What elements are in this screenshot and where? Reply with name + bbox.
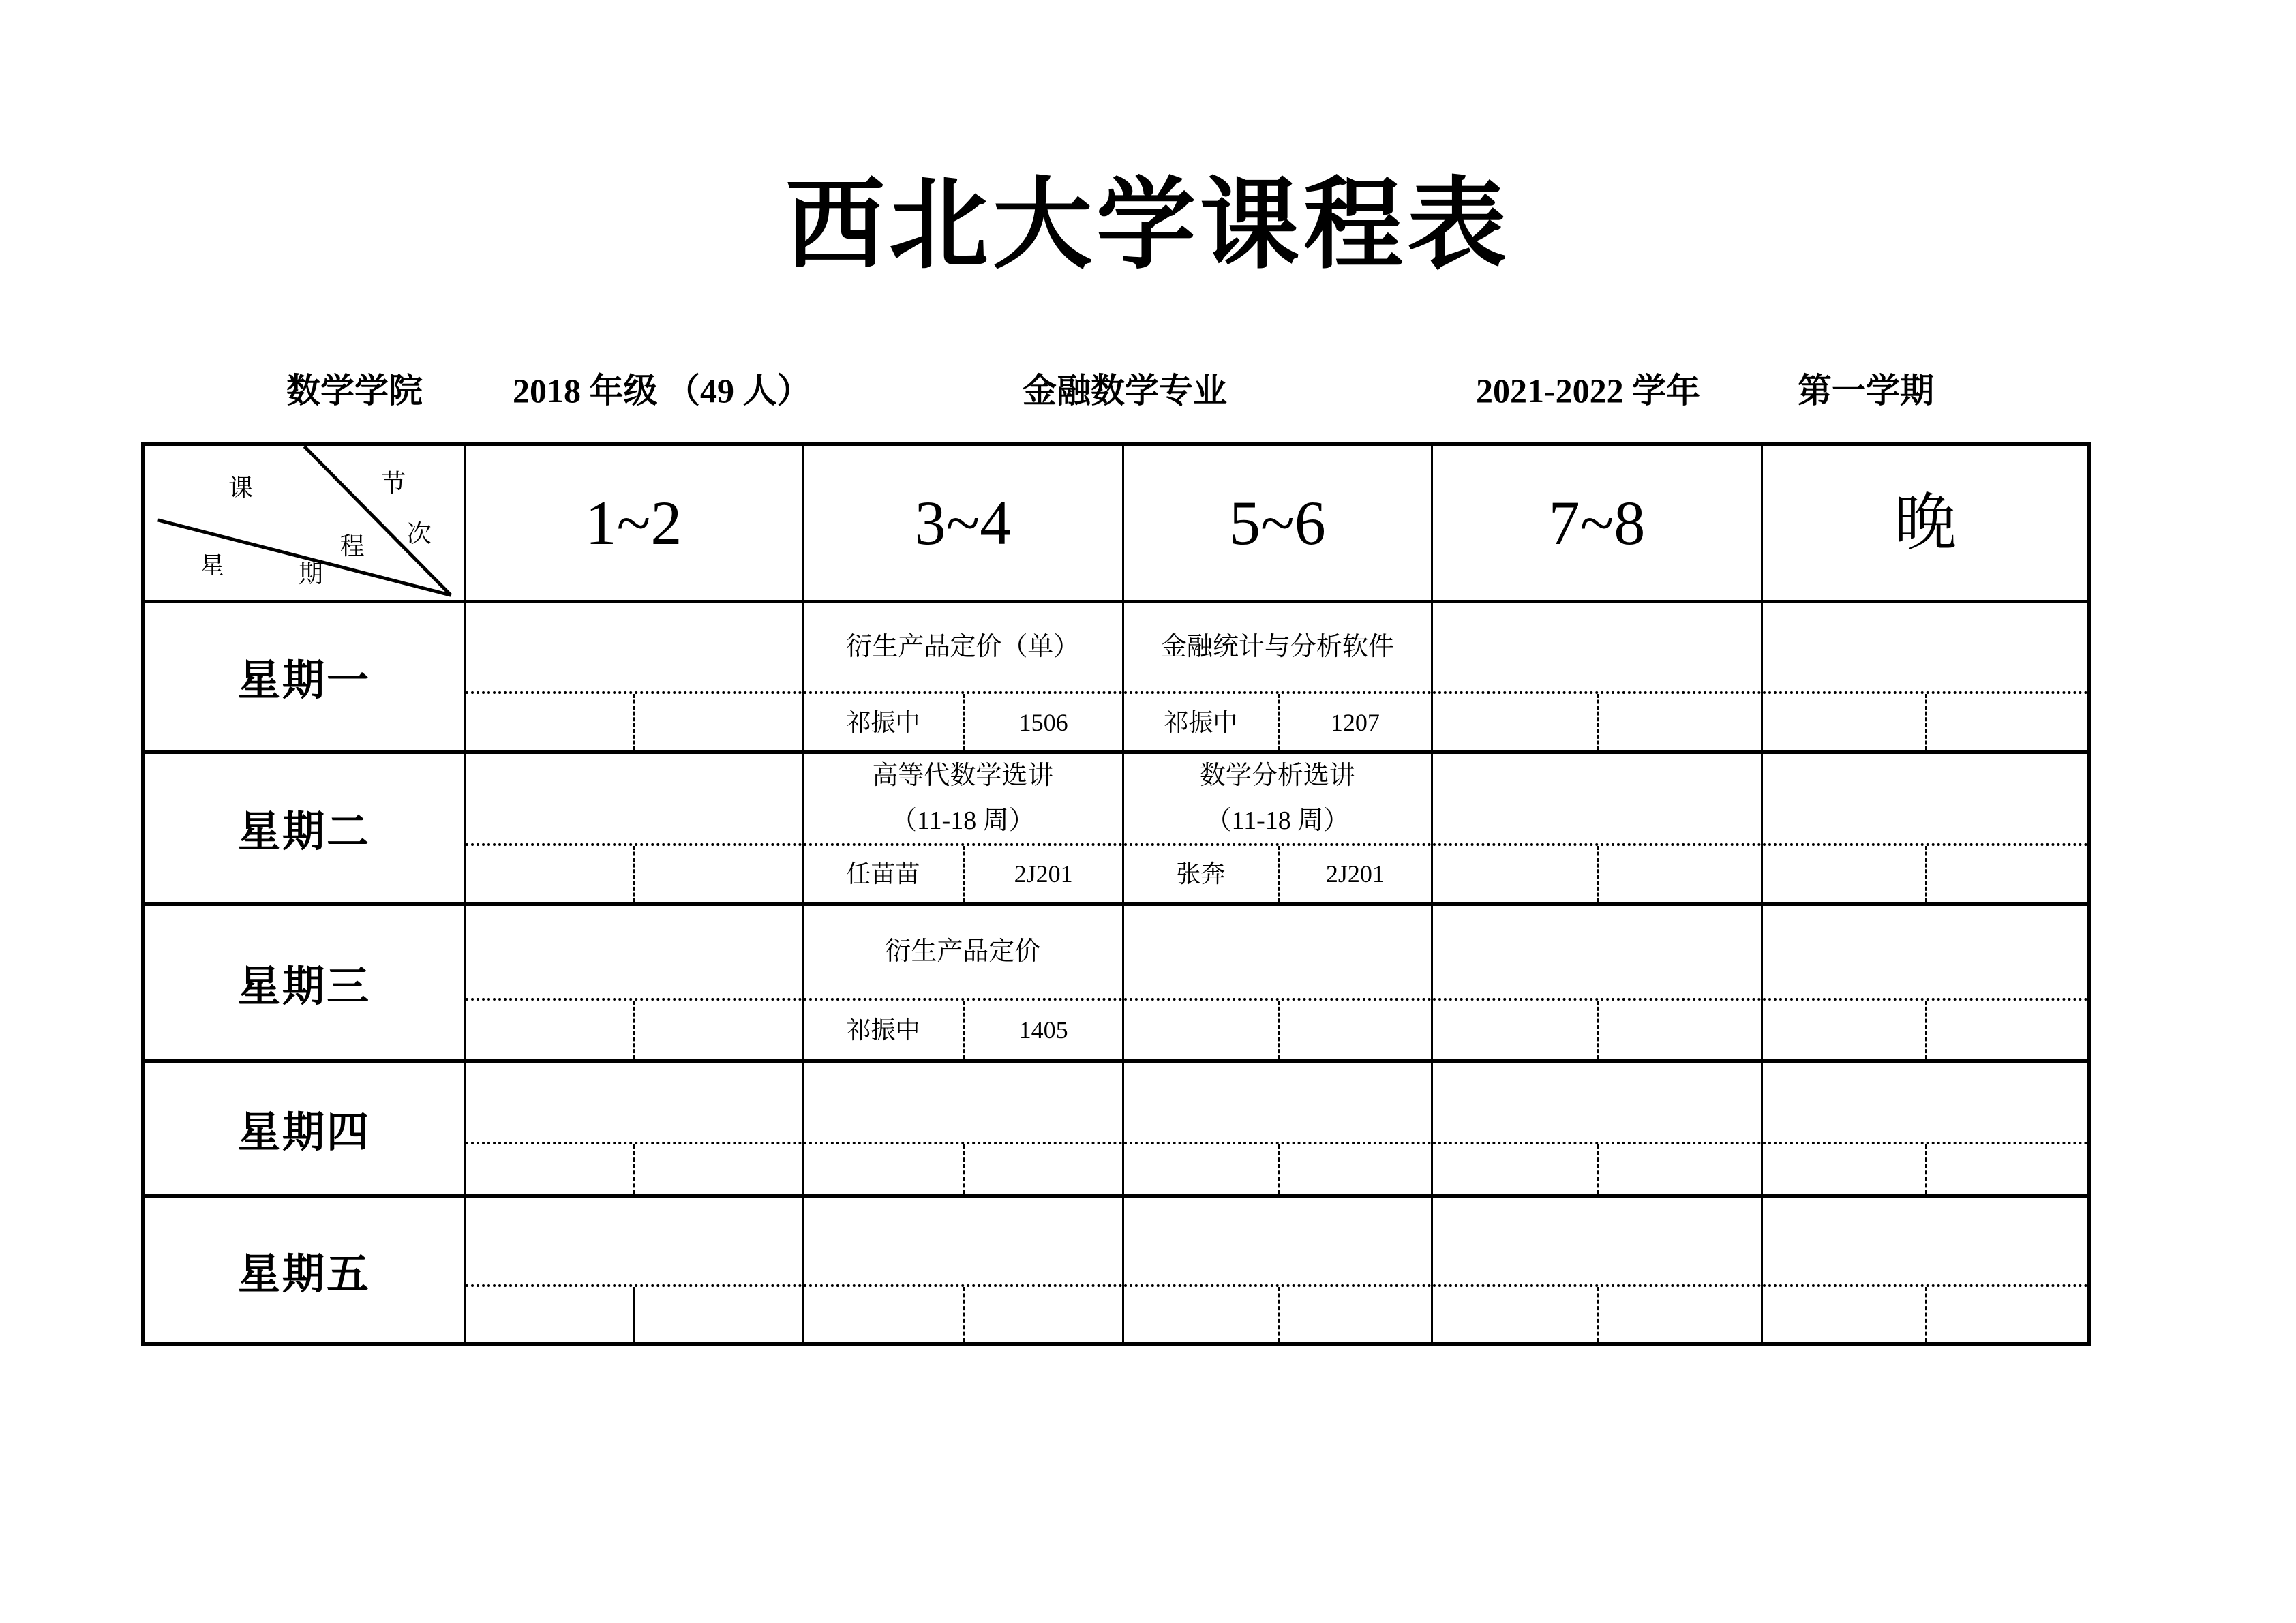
room-number — [633, 1144, 801, 1194]
period-header-3-4: 3~4 — [804, 446, 1124, 603]
course-name: 高等代数学选讲 — [872, 761, 1054, 790]
teacher-name: 张奔 — [1176, 860, 1226, 888]
teacher-name — [804, 1287, 963, 1342]
room-number — [963, 1287, 1122, 1342]
teacher-name — [1763, 846, 1925, 902]
period-header-evening: 晚 — [1763, 446, 2087, 603]
day-label-tuesday: 星期二 — [145, 754, 466, 906]
cell-tuesday-1-2 — [466, 754, 804, 906]
room-number — [1278, 1287, 1431, 1342]
cell-tuesday-7-8 — [1433, 754, 1763, 906]
cell-friday-5-6 — [1124, 1198, 1433, 1342]
course-name: 金融统计与分析软件 — [1160, 633, 1394, 662]
cell-wednesday-3-4 — [804, 906, 1124, 1063]
course-name: 衍生产品定价 — [885, 937, 1041, 967]
room-number — [1278, 1144, 1431, 1194]
day-label-friday: 星期五 — [145, 1198, 466, 1342]
cell-wednesday-5-6 — [1124, 906, 1433, 1063]
cell-thursday-evening — [1763, 1063, 2087, 1198]
teacher-name — [466, 846, 633, 902]
teacher-name — [1124, 1287, 1278, 1342]
period-header-7-8: 7~8 — [1433, 446, 1763, 603]
room-number: 1506 — [963, 694, 1122, 750]
room-number — [1925, 1144, 2087, 1194]
cell-monday-1-2 — [466, 603, 804, 754]
teacher-name — [1763, 1001, 1925, 1059]
cell-tuesday-evening — [1763, 754, 2087, 906]
teacher-name — [1433, 846, 1597, 902]
teacher-name: 祁振中 — [1164, 708, 1238, 736]
day-label-thursday: 星期四 — [145, 1063, 466, 1198]
teacher-name — [1763, 1144, 1925, 1194]
info-line — [0, 371, 2296, 428]
room-number — [1925, 1001, 2087, 1059]
cell-monday-evening — [1763, 603, 2087, 754]
day-label-monday: 星期一 — [145, 603, 466, 754]
room-number — [633, 846, 801, 902]
corner-label-week-1: 星 — [200, 552, 225, 580]
room-number: 1405 — [963, 1001, 1122, 1059]
cell-tuesday-5-6 — [1124, 754, 1433, 906]
teacher-name: 任苗苗 — [846, 860, 920, 888]
cell-thursday-3-4 — [804, 1063, 1124, 1198]
room-number — [633, 694, 801, 750]
room-number — [633, 1001, 801, 1059]
corner-label-course-2: 程 — [339, 532, 365, 560]
corner-label-week-2: 期 — [298, 560, 323, 588]
room-number: 2J201 — [1278, 846, 1431, 902]
room-number — [1278, 1001, 1431, 1059]
teacher-name — [466, 1001, 633, 1059]
grade-label: 2018 年级 （49 人） — [513, 371, 811, 410]
teacher-name — [1124, 1144, 1278, 1194]
cell-wednesday-7-8 — [1433, 906, 1763, 1063]
cell-thursday-7-8 — [1433, 1063, 1763, 1198]
teacher-name — [466, 694, 633, 750]
cell-friday-7-8 — [1433, 1198, 1763, 1342]
teacher-name — [1433, 1287, 1597, 1342]
teacher-name — [466, 1144, 633, 1194]
cell-monday-5-6 — [1124, 603, 1433, 754]
cell-friday-3-4 — [804, 1198, 1124, 1342]
room-number: 2J201 — [963, 846, 1122, 902]
teacher-name — [804, 1144, 963, 1194]
course-name: 数学分析选讲 — [1199, 761, 1355, 790]
department-label: 数学学院 — [286, 371, 423, 410]
room-number: 1207 — [1278, 694, 1431, 750]
course-name: 衍生产品定价（单） — [846, 633, 1080, 662]
room-number — [1597, 846, 1762, 902]
course-weeks: （11-18 周） — [1205, 806, 1350, 836]
room-number — [963, 1144, 1122, 1194]
room-number — [1597, 1144, 1762, 1194]
academic-year-label: 2021-2022 学年 — [1476, 371, 1701, 410]
teacher-name: 祁振中 — [846, 708, 920, 736]
teacher-name — [1433, 1001, 1597, 1059]
cell-monday-7-8 — [1433, 603, 1763, 754]
teacher-name — [1763, 694, 1925, 750]
teacher-name — [1433, 694, 1597, 750]
page-title: 西北大学课程表 — [785, 170, 1511, 281]
semester-label: 第一学期 — [1798, 371, 1934, 410]
cell-wednesday-1-2 — [466, 906, 804, 1063]
teacher-name: 祁振中 — [846, 1016, 920, 1044]
cell-thursday-1-2 — [466, 1063, 804, 1198]
corner-label-period-2: 次 — [406, 520, 432, 548]
cell-friday-evening — [1763, 1198, 2087, 1342]
room-number — [1597, 1287, 1762, 1342]
cell-tuesday-3-4 — [804, 754, 1124, 906]
day-label-wednesday: 星期三 — [145, 906, 466, 1063]
teacher-name — [1763, 1287, 1925, 1342]
cell-wednesday-evening — [1763, 906, 2087, 1063]
room-number — [1925, 1287, 2087, 1342]
room-number — [633, 1287, 801, 1342]
room-number — [1597, 1001, 1762, 1059]
cell-thursday-5-6 — [1124, 1063, 1433, 1198]
room-number — [1925, 846, 2087, 902]
course-weeks: （11-18 周） — [890, 806, 1035, 836]
room-number — [1925, 694, 2087, 750]
teacher-name — [1124, 1001, 1278, 1059]
corner-header-cell — [145, 446, 466, 603]
cell-monday-3-4 — [804, 603, 1124, 754]
timetable — [141, 442, 2091, 1346]
major-label: 金融数学专业 — [1023, 371, 1227, 410]
period-header-1-2: 1~2 — [466, 446, 804, 603]
teacher-name — [1433, 1144, 1597, 1194]
period-header-5-6: 5~6 — [1124, 446, 1433, 603]
corner-label-period-1: 节 — [381, 469, 406, 497]
teacher-name — [466, 1287, 633, 1342]
cell-friday-1-2 — [466, 1198, 804, 1342]
corner-label-course-1: 课 — [228, 474, 254, 502]
room-number — [1597, 694, 1762, 750]
